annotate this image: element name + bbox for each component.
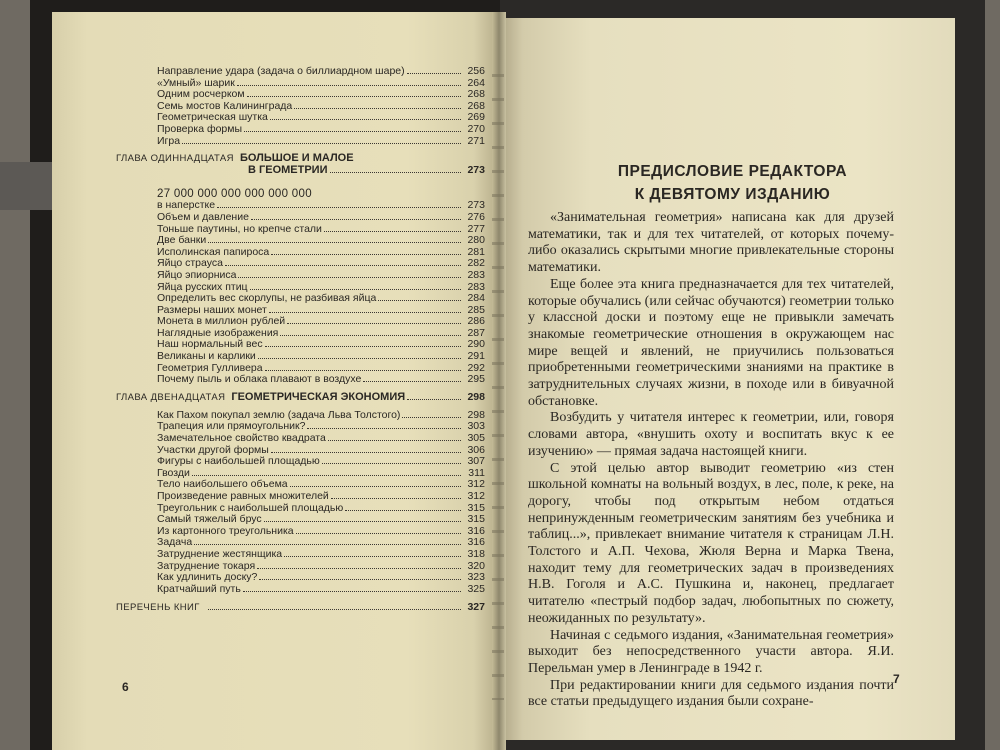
toc-entry [120,584,485,596]
page-number-right: 7 [893,672,900,686]
toc-entry [120,270,485,282]
toc-entry-page: 323 [467,571,485,584]
toc-entry-title: Тело наибольшего объема [157,478,288,491]
toc-entry-title: Яйцо эпиорниса [157,268,237,281]
toc-entry-title: Фигуры с наибольшей площадью [157,455,320,468]
page-number-left: 6 [122,680,129,694]
toc-entry-title: Размеры наших монет [157,303,267,316]
toc-entry-title: Проверка формы [157,122,243,135]
toc-entry [120,124,485,136]
toc-entry-page: 282 [467,257,485,270]
heading-line-2: К ДЕВЯТОМУ ИЗДАНИЮ [634,186,831,203]
toc-entry-page: 315 [467,513,485,526]
chapter-page: 273 [467,163,485,176]
toc-top-entries [120,66,485,147]
toc-chapter-11-line2 [120,165,485,178]
preface-body [528,210,894,711]
toc-entry-page: 316 [467,536,485,549]
chapter-page: 298 [467,390,485,403]
toc-entry-title: Трапеция или прямоугольник? [157,420,306,433]
toc-entry-title: Самый тяжелый брус [157,513,262,526]
toc-entry [120,235,485,247]
toc-entry [120,66,485,78]
toc-entry-title: Геометрическая шутка [157,111,268,124]
toc-entry-title: Участки другой формы [157,443,269,456]
chapter-label: ГЛАВА ОДИННАДЦАТАЯ [116,153,234,165]
preface-heading [540,160,925,206]
toc-entry-page: 325 [467,582,485,595]
books-label: ПЕРЕЧЕНЬ КНИГ [116,602,200,614]
toc-entry-title: Гвозди [157,466,190,479]
toc-entry-title: Яйцо страуса [157,257,223,270]
toc-entry [120,374,485,386]
toc-entry-title: Геометрия Гулливера [157,361,263,374]
books-page: 327 [467,601,485,614]
toc-entry [120,212,485,224]
toc-entry-page: 298 [467,408,485,421]
toc-entry-page: 292 [467,361,485,374]
toc-entry-title: Монета в миллион рублей [157,315,286,328]
toc-entry-title: Как Пахом покупал землю (задача Льва Толстого) [157,408,401,421]
toc-entry [120,433,485,445]
toc-entry-title: Замечательное свойство квадрата [157,432,326,445]
toc-entry-page: 273 [467,199,485,212]
toc-entry-title: Семь мостов Калининграда [157,99,293,112]
toc-entry-title: в наперстке [157,199,216,212]
toc-entry [120,136,485,148]
toc-entry-page: 312 [467,490,485,502]
toc-entry-page: 312 [467,478,485,491]
toc-entry-page: 311 [468,466,485,479]
toc-entry-title: Как удлинить доску? [157,571,258,584]
toc-entry-page: 268 [467,88,485,101]
big-number: 27 000 000 000 000 000 000 [157,187,312,200]
toc-entry-page: 286 [467,315,485,328]
toc-entry-title: Задача [157,536,193,549]
toc-entry-page: 303 [467,420,485,433]
toc-entry-page: 269 [467,111,485,124]
chapter-label: ГЛАВА ДВЕНАДЦАТАЯ [116,391,226,403]
toc-chapter-12-entries [120,410,485,596]
toc-entry-title: Одним росчерком [157,88,245,101]
toc-entry-title: Игра [157,134,181,147]
toc-entry-title: Яйца русских птиц [157,280,248,293]
toc-entry-title: Почему пыль и облака плавают в воздухе [157,373,362,386]
toc-entry-title: Наглядные изображения [157,326,279,339]
toc-entry-page: 270 [467,122,485,135]
toc-entry [120,293,485,305]
toc-chapter-11-entries [120,200,485,386]
toc-chapter-11 [116,152,485,165]
toc-entry-title: Треугольник с наибольшей площадью [157,501,344,514]
chapter-title: ГЕОМЕТРИЧЕСКАЯ ЭКОНОМИЯ [231,390,406,403]
toc-entry-title: Определить вес скорлупы, не разбивая яйца [157,292,377,305]
chapter-title-line2: В ГЕОМЕТРИИ [248,163,328,176]
toc-entry-title: Исполинская папироса [157,245,270,258]
toc-entry-page: 295 [467,373,485,386]
toc-entry-page: 280 [467,234,485,247]
toc-entry [120,572,485,584]
toc-entry-page: 284 [467,292,485,305]
toc-entry-page: 285 [467,303,485,316]
toc-entry-page: 316 [467,524,485,537]
toc-entry-title: Две банки [157,234,207,247]
toc-entry-title: Наш нормальный вес [157,338,263,351]
toc-entry-page: 320 [467,559,485,572]
toc-entry-title: Произведение равных множителей [157,490,329,502]
toc-entry-page: 287 [467,326,485,339]
toc-entry-page: 305 [467,432,485,445]
toc-entry [120,491,485,503]
toc-entry-title: Великаны и карлики [157,350,256,363]
toc-entry-title: Из картонного треугольника [157,524,294,537]
toc-entry-page: 291 [467,350,485,363]
toc-entry-page: 281 [467,245,485,258]
toc-entry-page: 256 [467,65,485,77]
toc-entry-title: «Умный» шарик [157,76,235,89]
toc-entry-title: Кратчайший путь [157,582,241,595]
toc-entry-title: Объем и давление [157,210,249,223]
toc-entry-page: 318 [467,547,485,560]
toc-entry-page: 271 [467,134,485,147]
table-of-contents [116,65,485,614]
toc-entry [120,351,485,363]
preface-paragraph: При редактировании книги для седьмого издания почти все статьи предыдущего издания были сохране- [528,677,894,710]
toc-entry-title: Затруднение жестянщика [157,547,283,560]
binding-stitches [492,60,504,700]
toc-entry-page: 306 [467,443,485,456]
toc-chapter-12 [116,390,485,405]
preface-paragraph: «Занимательная геометрия» написана как для друзей математики, так и для тех читателей, от которых почему-либо оказались скрытыми многие привлекательные стороны математики. [528,210,894,276]
toc-entry-page: 307 [467,455,485,468]
toc-entry-title: Направление удара (задача о биллиардном шаре) [157,65,405,77]
preface-paragraph: Начиная с седьмого издания, «Занимательная геометрия» выходит без непосредственного участи автора. Я.И. Перельман умер в Ленинграде в 1942 г. [528,627,894,676]
toc-entry [120,549,485,561]
preface-paragraph: С этой целью автор выводит геометрию «из стен школьной комнаты на вольный воздух, в лес, поле, к реке, на дорогу, чтобы под открытым небом отдаться непринужденным геометрическим занятиям без учебника и таблиц...», привлекает внимание читателя к страницам Л.Н. Толстого и А.П. Чехова, Жюля Верна и Марка Твена, находит тему для геометрических задач в произведениях Н.В. Гоголя и А.С. Пушкина и, наконец, предлагает читателю «пестрый подбор задач, любопытных по сюжету, неожиданных по результату». [528,460,894,626]
toc-entry-page: 290 [467,338,485,351]
toc-entry-title: Тоньше паутины, но крепче стали [157,222,322,235]
toc-entry-page: 264 [467,76,485,89]
toc-entry-page: 315 [467,501,485,514]
toc-books [116,601,485,614]
toc-entry-title: Затруднение токаря [157,559,256,572]
chapter-title: БОЛЬШОЕ И МАЛОЕ [239,152,354,165]
toc-entry-page: 277 [467,222,485,235]
toc-entry-page: 283 [467,268,485,281]
toc-entry-page: 276 [467,210,485,223]
toc-entry-page: 268 [467,99,485,112]
toc-entry-page: 283 [467,280,485,293]
heading-line-1: ПРЕДИСЛОВИЕ РЕДАКТОРА [617,163,848,180]
preface-paragraph: Еще более эта книга предназначается для тех читателей, которые обучались (или сейчас обучаются) геометрии только у классной доски и поэтому еще не привыкли замечать знакомые геометрические отношения в окружающем нас мире вещей и явлений, не приучились пользоваться приобретенными геометрическими знаниями на практике в затруднительных случаях жизни, в походе или в бивуачной обстановке. [528,276,894,409]
preface-paragraph: Возбудить у читателя интерес к геометрии, или, говоря словами автора, «внушить охоту и воспитать вкус к ее изучению» — прямая задача настоящей книги. [528,410,894,459]
